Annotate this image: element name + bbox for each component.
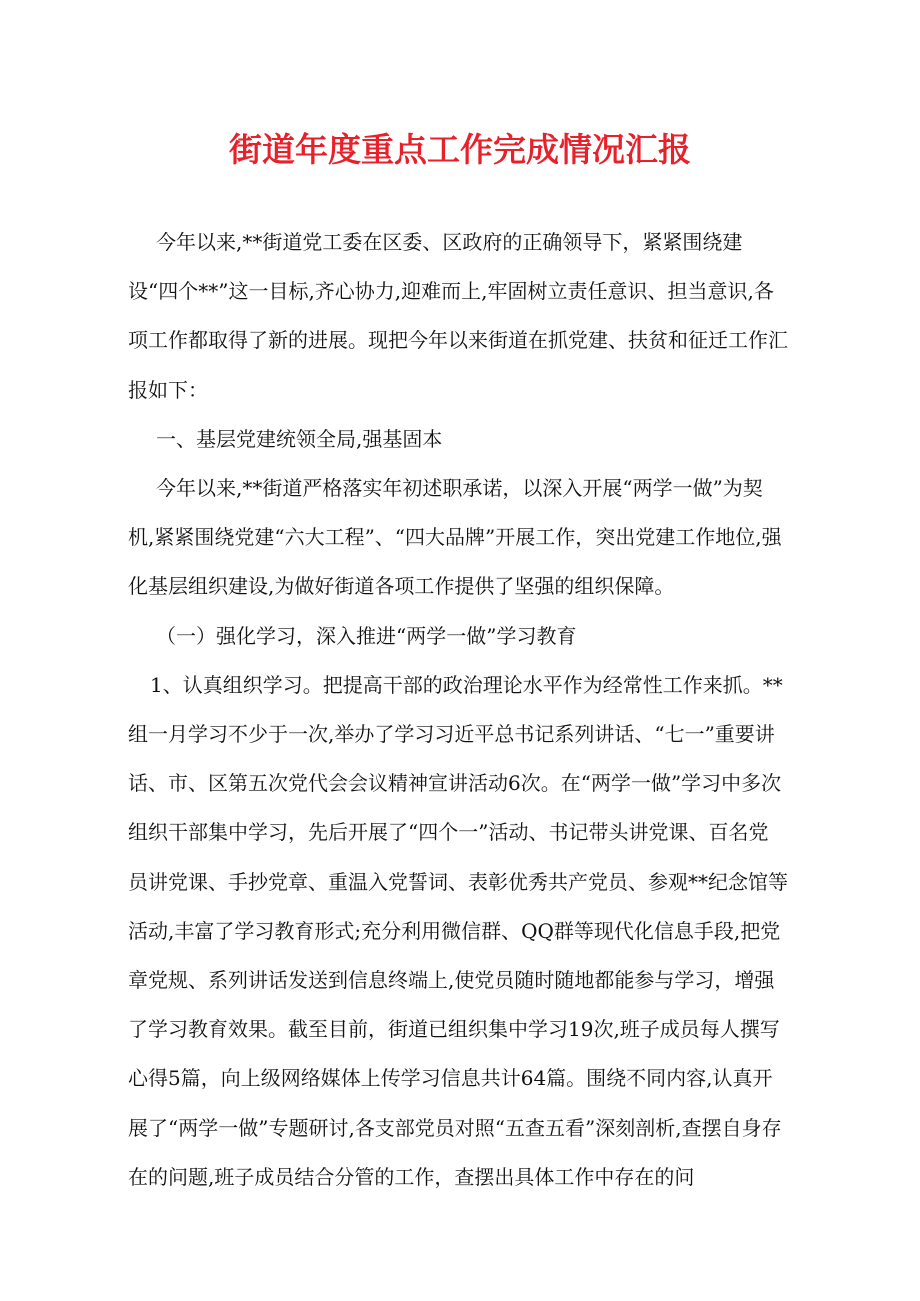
section-heading-1: 一、基层党建统领全局,强基固本 [156, 426, 443, 451]
section-1-paragraph: 今年以来,**街道严格落实年初述职承诺，以深入开展“两学一做”为契机,紧紧围绕党建“六大工程”、“四大品牌”开展工作，突出党建工作地位,强化基层组织建设,为做好街道各项工作提供了坚强的组织保障。 [128, 476, 782, 599]
subsection-heading-1: （一）强化学习，深入推进“两学一做”学习教育 [156, 623, 577, 648]
document-title: 街道年度重点工作完成情况汇报 [229, 130, 691, 169]
document-body [128, 218, 788, 1202]
intro-paragraph: 今年以来,**街道党工委在区委、区政府的正确领导下，紧紧围绕建设“四个**”这一目标,齐心协力,迎难而上,牢固树立责任意识、担当意识,各项工作都取得了新的进展。现把今年以来街道在抓党建、扶贫和征迁工作汇报如下： [128, 230, 788, 402]
item-1-paragraph: 1、认真组织学习。把提高干部的政治理论水平作为经常性工作来抓。**组一月学习不少于一次,举办了学习习近平总书记系列讲话、“七一”重要讲话、市、区第五次党代会会议精神宣讲活动6次。在“两学一做”学习中多次组织干部集中学习，先后开展了“四个一”活动、书记带头讲党课、百名党员讲党课、手抄党章、重温入党誓词、表彰优秀共产党员、参观**纪念馆等活动,丰富了学习教育形式;充分利用微信群、QQ群等现代化信息手段,把党章党规、系列讲话发送到信息终端上,使党员随时随地都能参与学习，增强了学习教育效果。截至目前，街道已组织集中学习19次,班子成员每人撰写心得5篇，向上级网络媒体上传学习信息共计64篇。围绕不同内容,认真开展了“两学一做”专题研讨,各支部党员对照“五查五看”深刻剖析,查摆自身存在的问题,班子成员结合分管的工作，查摆出具体工作中存在的问 [128, 672, 788, 1189]
